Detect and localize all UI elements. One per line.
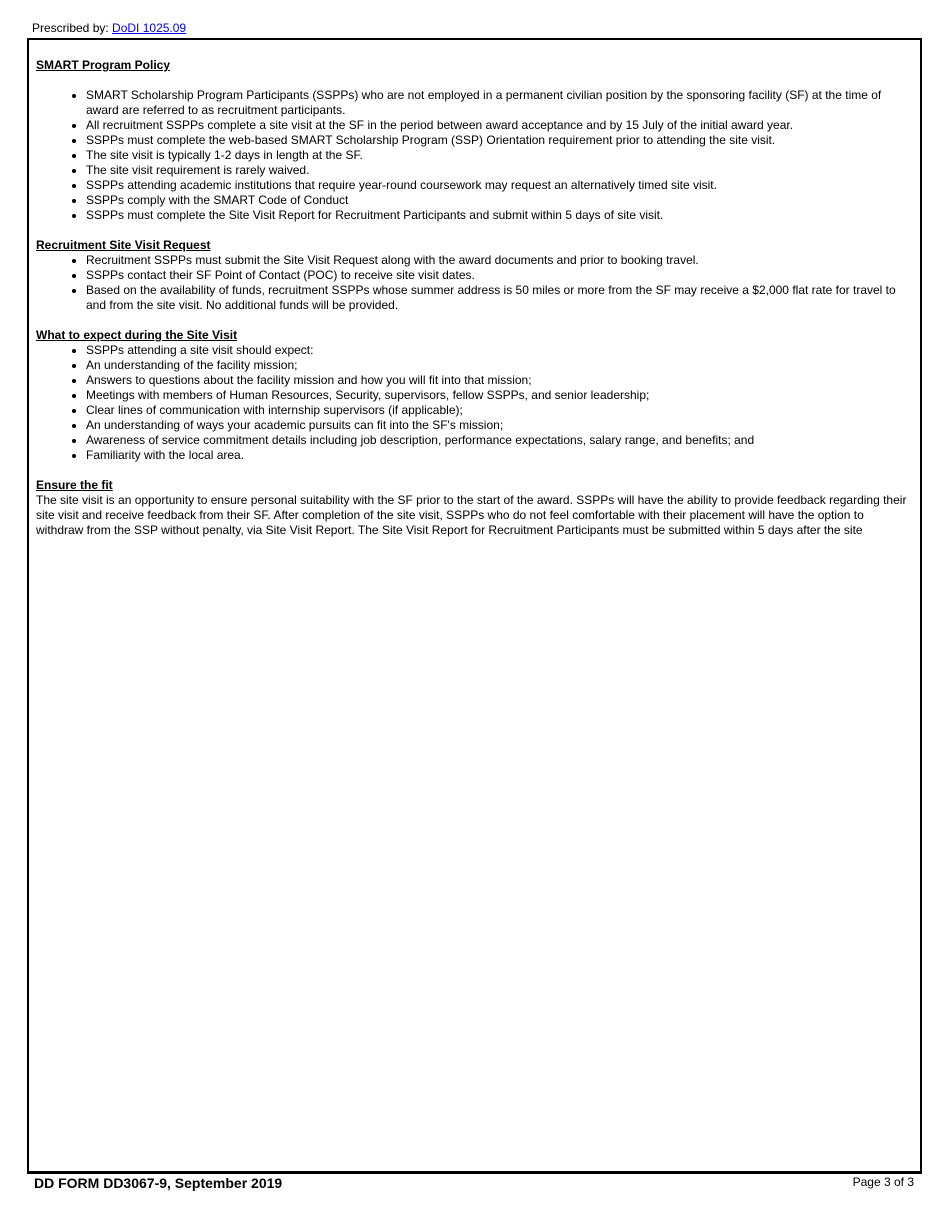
list-item: • The site visit is typically 1-2 days in length at the SF.: [86, 148, 912, 163]
list-item: • All recruitment SSPPs complete a site visit at the SF in the period between award acceptance and by 15 July of the initial award year.: [86, 118, 912, 133]
expect-list: [36, 343, 912, 463]
expect-heading: What to expect during the Site Visit: [36, 328, 238, 342]
request-section: [36, 238, 912, 313]
list-item: • SSPPs must complete the Site Visit Report for Recruitment Participants and submit within 5 days of site visit.: [86, 208, 912, 223]
list-item: • Recruitment SSPPs must submit the Site Visit Request along with the award documents and prior to booking travel.: [86, 253, 912, 268]
list-item: • An understanding of ways your academic pursuits can fit into the SF's mission;: [86, 418, 912, 433]
form-content: [36, 58, 912, 538]
list-item: • SSPPs attending academic institutions that require year-round coursework may request an alternatively timed site visit.: [86, 178, 912, 193]
list-item: • SSPPs contact their SF Point of Contact (POC) to receive site visit dates.: [86, 268, 912, 283]
list-item: • SSPPs must complete the web-based SMART Scholarship Program (SSP) Orientation requirement prior to attending the site visit.: [86, 133, 912, 148]
dodi-link[interactable]: DoDI 1025.09: [112, 21, 187, 35]
form-identifier: DD FORM DD3067-9, September 2019: [34, 1175, 283, 1191]
request-heading: Recruitment Site Visit Request: [36, 238, 211, 252]
prescribed-label: Prescribed by:: [32, 21, 109, 35]
policy-heading: SMART Program Policy: [36, 58, 171, 72]
list-item: • Meetings with members of Human Resources, Security, supervisors, fellow SSPPs, and senior leadership;: [86, 388, 912, 403]
form-content-box: [27, 38, 922, 1174]
list-item: • The site visit requirement is rarely waived.: [86, 163, 912, 178]
list-item: • Clear lines of communication with internship supervisors (if applicable);: [86, 403, 912, 418]
list-item: • Based on the availability of funds, recruitment SSPPs whose summer address is 50 miles or more from the SF may receive a $2,000 flat rate for travel to and from the site visit. No additional funds will be provided.: [86, 283, 912, 313]
fit-section: [36, 478, 912, 538]
prescribed-by: [32, 21, 186, 35]
list-item: • Answers to questions about the facility mission and how you will fit into that mission;: [86, 373, 912, 388]
policy-section: [36, 58, 912, 223]
expect-section: [36, 328, 912, 463]
fit-paragraph: The site visit is an opportunity to ensure personal suitability with the SF prior to the start of the award. SSPPs will have the ability to provide feedback regarding their site visit and receive feedback from their SF. After completion of the site visit, SSPPs who do not feel comfortable with their placement will have the option to withdraw from the SSP without penalty, via Site Visit Report. The Site Visit Report for Recruitment Participants must be submitted within 5 days after the site: [36, 493, 907, 537]
fit-heading: Ensure the fit: [36, 478, 113, 492]
list-item: • SMART Scholarship Program Participants (SSPPs) who are not employed in a permanent civilian position by the sponsoring facility (SF) at the time of award are referred to as recruitment participants.: [86, 88, 912, 118]
policy-list: [36, 88, 912, 223]
list-item: • Awareness of service commitment details including job description, performance expectations, salary range, and benefits; and: [86, 433, 912, 448]
page-number: Page 3 of 3: [852, 1175, 914, 1189]
list-item: • Familiarity with the local area.: [86, 448, 912, 463]
list-item: • SSPPs attending a site visit should expect:: [86, 343, 912, 358]
list-item: • An understanding of the facility mission;: [86, 358, 912, 373]
list-item: • SSPPs comply with the SMART Code of Conduct: [86, 193, 912, 208]
request-list: [36, 253, 912, 313]
